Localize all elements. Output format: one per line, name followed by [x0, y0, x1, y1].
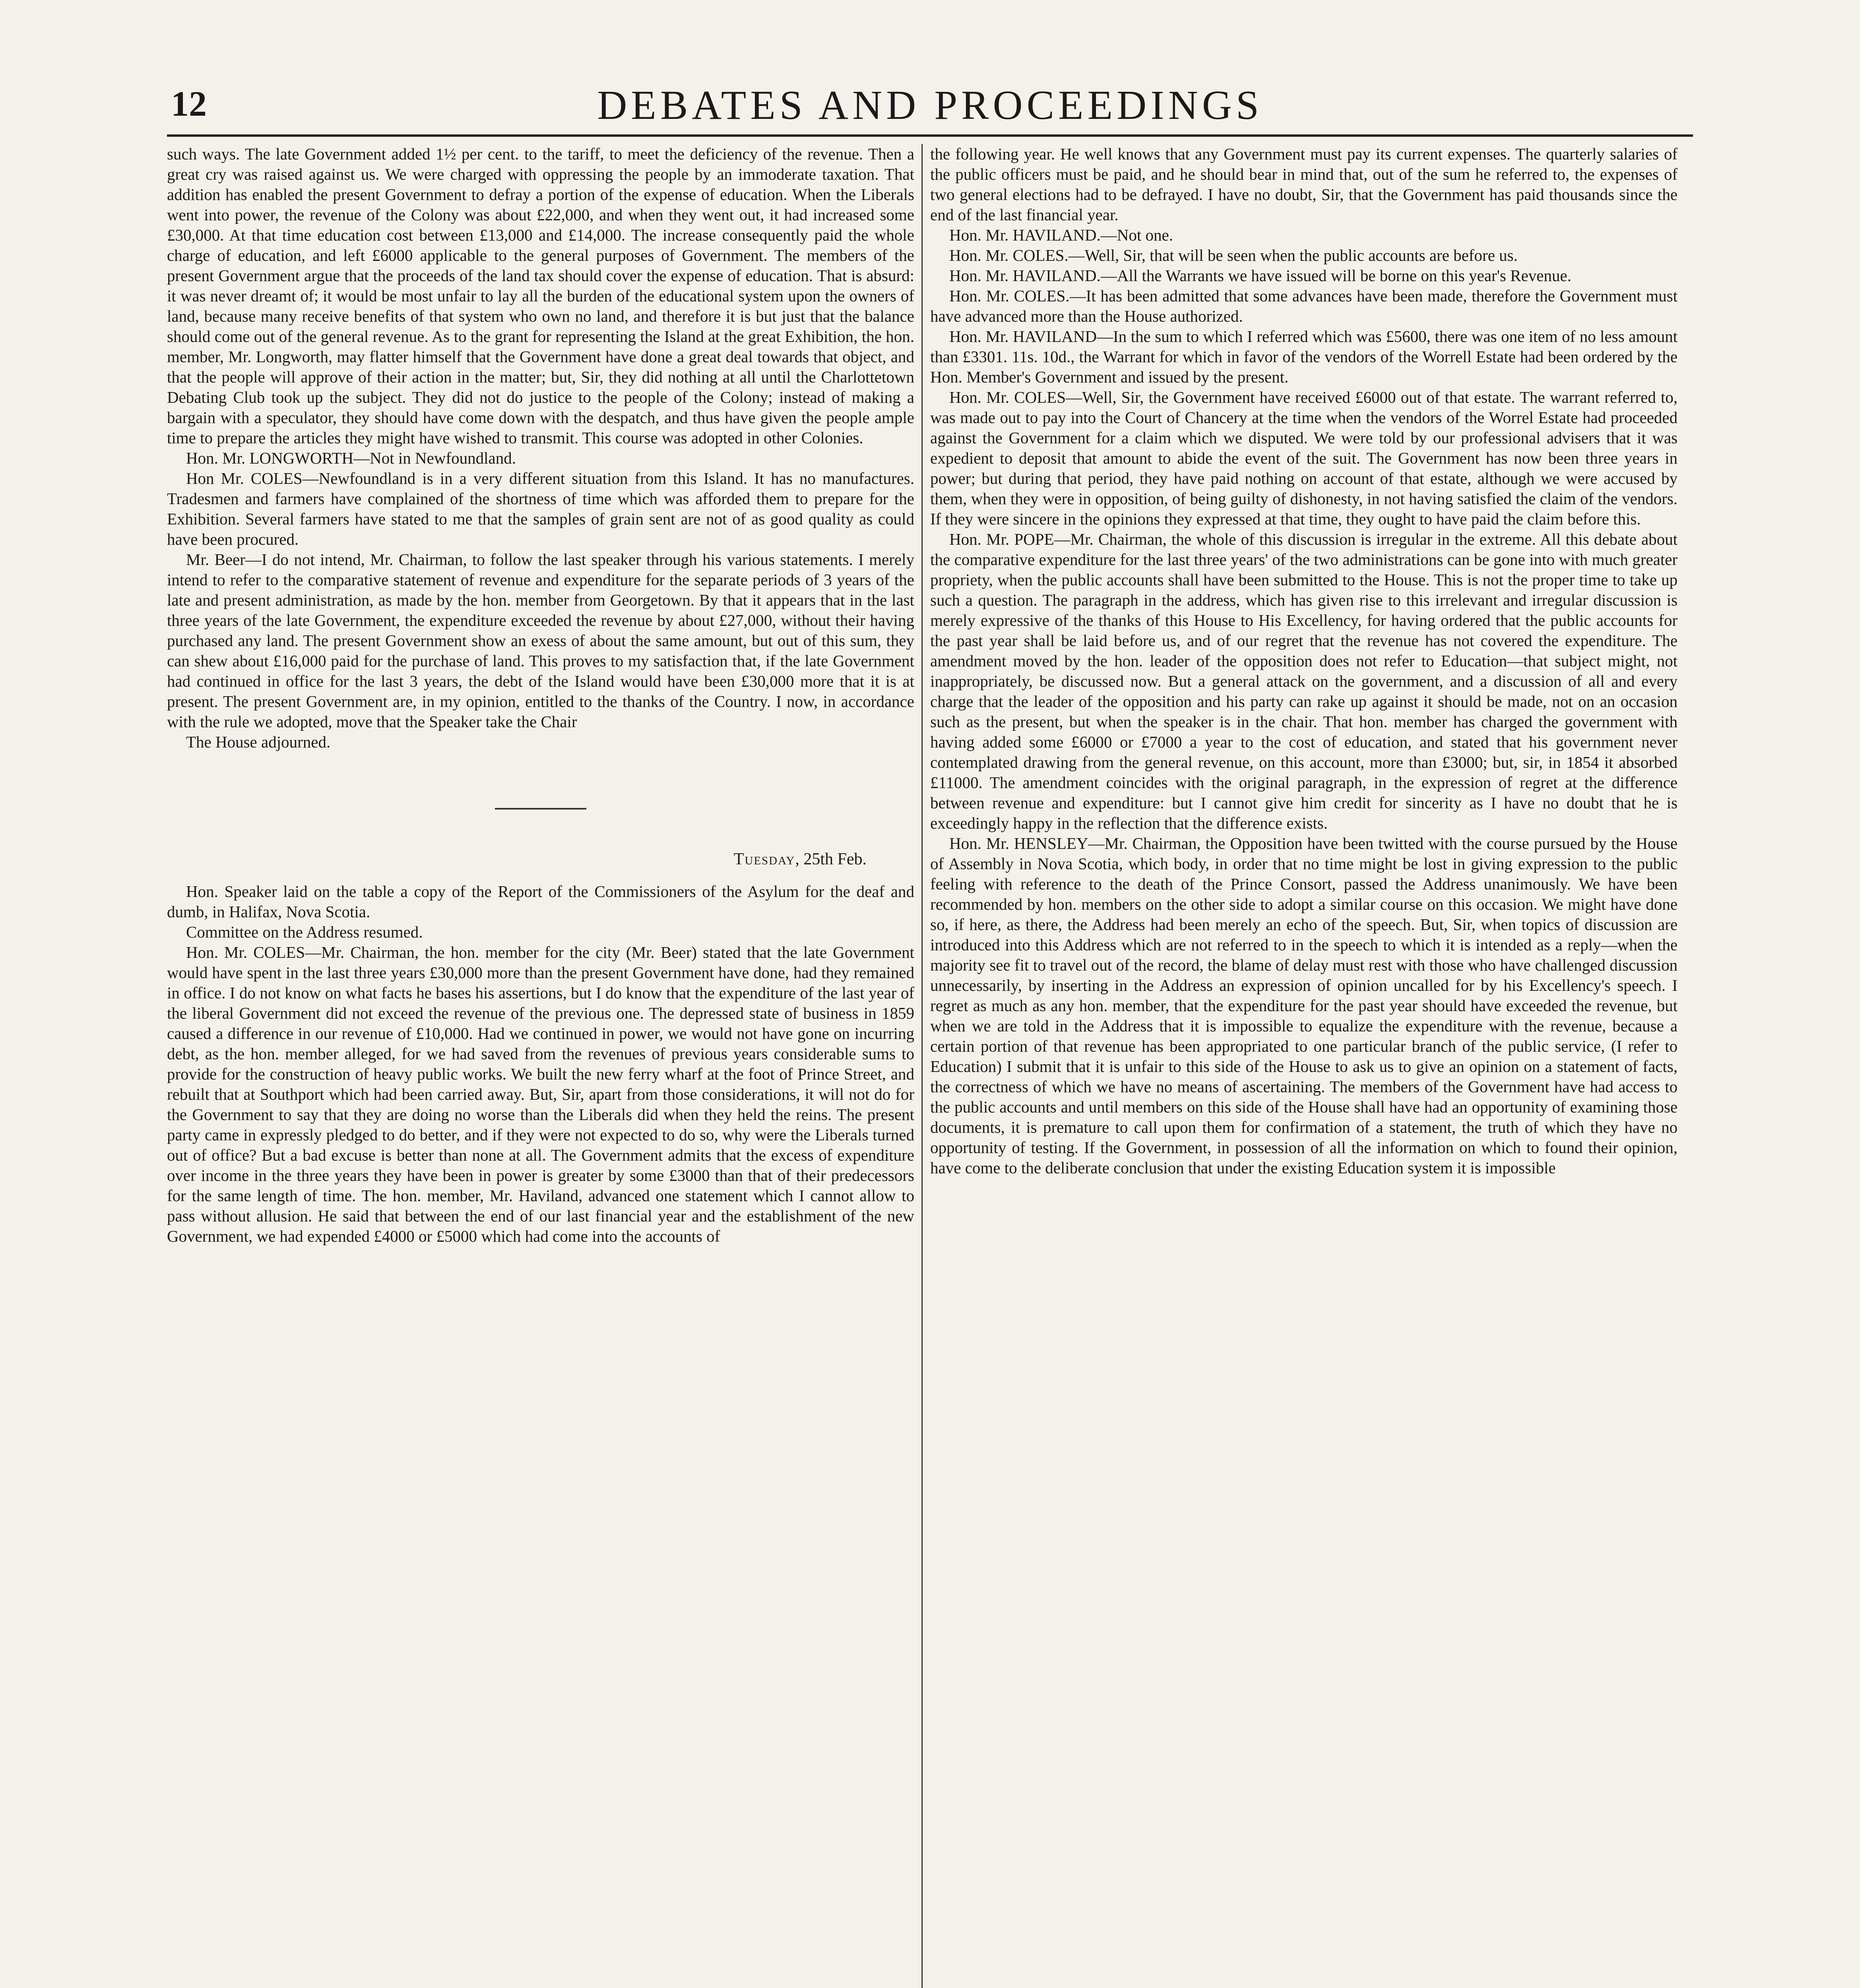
paragraph: Committee on the Address resumed. — [186, 923, 423, 941]
header-rule — [167, 134, 1693, 137]
paragraph: Mr. Beer—I do not intend, Mr. Chairman, to follow the last speaker through his various statements. I merely intend to refer to the comparative statement of revenue and expenditure for the separate periods of 3 years of the late and present administration, as made by the hon. member from Georgetown. By that it appears that in the last three years of the late Government, the expenditure exceeded the revenue by about £27,000, without their having purchased any land. The present Government show an exess of about the same amount, but out of this sum, they can shew about £16,000 paid for the purchase of land. This proves to my satisfaction that, if the late Government had continued in office for the last 3 years, the debt of the Island would have been £30,000 more that it is at present. The present Government are, in my opinion, entitled to the thanks of the Country. I now, in accordance with the rule we adopted, move that the Speaker take the Chair — [167, 550, 914, 731]
paragraph: Hon. Speaker laid on the table a copy of the Report of the Commissioners of the Asylum for the deaf and dumb, in Halifax, Nova Scotia. — [167, 882, 914, 921]
paragraph: Hon. Mr. HAVILAND.—All the Warrants we have issued will be borne on this year's Revenue. — [949, 266, 1571, 285]
section-divider — [495, 808, 586, 810]
paragraph: Hon. Mr. HAVILAND.—Not one. — [949, 226, 1173, 244]
date-heading-date: , 25th Feb. — [795, 850, 867, 868]
paragraph: Hon. Mr. COLES.—It has been admitted that some advances have been made, therefore the Government must have advanced more than the House authorized. — [930, 287, 1678, 325]
paragraph: Hon. Mr. COLES—Well, Sir, the Government have received £6000 out of that estate. The warrant referred to, was made out to pay into the Court of Chancery at the time when the vendors of the Worrel Estate had proceeded against the Government for a claim which we disputed. We were told by our professional advisers that it was expedient to deposit that amount to abide the event of the suit. The Government has now been three years in power; but during that period, they have paid nothing on account of that estate, although we were accused by them, when they were in opposition, of being guilty of dishonesty, in not having satisfied the claim of the vendors. If they were sincere in the opinions they expressed at that time, they ought to have paid the claim before this. — [930, 388, 1678, 528]
page-number: 12 — [171, 84, 207, 124]
paragraph: Hon. Mr. COLES.—Well, Sir, that will be seen when the public accounts are before us. — [949, 246, 1518, 264]
paragraph: Hon Mr. COLES—Newfoundland is in a very different situation from this Island. It has no manufactures. Tradesmen and farmers have complained of the shortness of time which was afforded them to prepare for the Exhibition. Several farmers have stated to me that the samples of grain sent are not of as good quality as could have been procured. — [167, 469, 914, 548]
paragraph: the following year. He well knows that any Government must pay its current expenses. The quarterly salaries of the public officers must be paid, and he should bear in mind that, out of the sum he referred to, the expenses of two general elections had to be defrayed. I have no doubt, Sir, that the Government has paid thousands since the end of the last financial year. — [930, 145, 1678, 224]
paragraph: Hon. Mr. HAVILAND—In the sum to which I referred which was £5600, there was one item of no less amount than £3301. 11s. 10d., the Warrant for which in favor of the vendors of the Worrell Estate had been ordered by the Hon. Member's Government and issued by the present. — [930, 327, 1678, 386]
date-heading — [167, 849, 867, 870]
date-heading-day: Tuesday — [733, 850, 795, 868]
paragraph: Hon. Mr. HENSLEY—Mr. Chairman, the Opposition have been twitted with the course pursued by the House of Assembly in Nova Scotia, which body, in order that no time might be lost in giving expression to the public feeling with reference to the death of the Prince Consort, passed the Address unanimously. We have been recommended by hon. members on the other side to adopt a similar course on this occasion. We might have done so, if here, as there, the Address had been merely an echo of the speech. But, Sir, when topics of discussion are introduced into this Address which are not referred to in the speech to which it is intended as a reply—when the majority see fit to travel out of the record, the blame of delay must rest with those who have challenged discussion unnecessarily, by inserting in the Address an expression of opinion uncalled for by his Excellency's speech. I regret as much as any hon. member, that the expenditure for the past year should have exceeded the revenue, but when we are told in the Address that it is impossible to equalize the expenditure with the revenue, because a certain portion of that revenue has been appropriated to one particular branch of the public service, (I refer to Education) I submit that it is unfair to this side of the House to ask us to give an opinion on a statement of facts, the correctness of which we have no means of ascertaining. The members of the Government have had access to the public accounts and until members on this side of the House shall have had an opportunity of examining those documents, it is premature to call upon them for confirmation of a statement, the truth of which they have no opportunity of testing. If the Government, in possession of all the information on which to found their opinion, have come to the deliberate conclusion that under the existing Education system it is impossible — [930, 834, 1678, 1177]
paragraph: such ways. The late Government added 1½ per cent. to the tariff, to meet the deficiency of the revenue. Then a great cry was raised against us. We were charged with oppressing the people by an immoderate taxation. That addition has enabled the present Government to defray a portion of the expense of education. When the Liberals went into power, the revenue of the Colony was about £22,000, and when they went out, it had increased some £30,000. At that time education cost between £13,000 and £14,000. The increase consequently paid the whole charge of education, and left £6000 applicable to the general purposes of Government. The members of the present Government argue that the proceeds of the land tax should cover the expense of education. That is absurd: it was never dreamt of; it would be most unfair to lay all the burden of the educational system upon the owners of land, because many receive benefits of that system who own no land, and therefore it is but just that the balance should come out of the general revenue. As to the grant for representing the Island at the great Exhibition, the hon. member, Mr. Longworth, may flatter himself that the Government have done a great deal towards that object, and that the people will approve of their action in the matter; but, Sir, they did nothing at all until the Charlottetown Debating Club took up the subject. They did not do justice to the people of the Colony; instead of making a bargain with a speculator, they should have come down with the despatch, and thus have given the people ample time to prepare the articles they might have wished to transmit. This course was adopted in other Colonies. — [167, 145, 914, 447]
paragraph: Hon. Mr. LONGWORTH—Not in Newfoundland. — [186, 449, 516, 467]
paragraph: Hon. Mr. COLES—Mr. Chairman, the hon. member for the city (Mr. Beer) stated that the late Government would have spent in the last three years £30,000 more than the present Government have done, had they remained in office. I do not know on what facts he bases his assertions, but I do know that the expenditure of the last year of the liberal Government did not exceed the revenue of the previous one. The depressed state of business in 1859 caused a difference in our revenue of £10,000. Had we continued in power, we would not have gone on incurring debt, as the hon. member alleged, for we had saved from the revenues of previous years considerable sums to provide for the construction of heavy public works. We built the new ferry wharf at the foot of Prince Street, and rebuilt that at Southport which had been carried away. But, Sir, apart from those considerations, it will not do for the Government to say that they are doing no worse than the Liberals did when they held the reins. The present party came in expressly pledged to do better, and if they were not expected to do so, why were the Liberals turned out of office? But a bad excuse is better than none at all. The Government admits that the excess of expenditure over income in the three years they have been in power is greater by some £3000 than that of their predecessors for the same length of time. The hon. member, Mr. Haviland, advanced one statement which I cannot allow to pass without allusion. He said that between the end of our last financial year and the establishment of the new Government, we had expended £4000 or £5000 which had come into the accounts of — [167, 943, 914, 1245]
paragraph: Hon. Mr. POPE—Mr. Chairman, the whole of this discussion is irregular in the extreme. All this debate about the comparative expenditure for the last three years' of the two administrations can be gone into with much greater propriety, when the public accounts shall have been submitted to the House. This is not the proper time to take up such a question. The paragraph in the address, which has given rise to this irrelevant and irregular discussion is merely expressive of the thanks of this House to His Excellency, for having ordered that the public accounts for the past year shall be laid before us, and of our regret that the revenue has not covered the expenditure. The amendment moved by the hon. leader of the opposition does not refer to Education—that subject might, not inappropriately, be discussed now. But a general attack on the government, and a discussion of all and every charge that the leader of the opposition and his party can rake up against it should be made, not on an occasion such as the present, but when the speaker is in the chair. That hon. member has charged the government with having added some £6000 or £7000 a year to the cost of education, and stated that his government never contemplated drawing from the general revenue, on this account, more than £3000; but, sir, in 1854 it absorbed £11000. The amendment coincides with the original paragraph, in the expression of regret at the difference between revenue and expenditure: but I cannot give him credit for sincerity as I have no doubt that he is exceedingly happy in the reflection that the difference exists. — [930, 530, 1678, 832]
paragraph: The House adjourned. — [186, 733, 331, 751]
column-divider — [921, 144, 923, 1988]
running-head: DEBATES AND PROCEEDINGS — [597, 82, 1263, 128]
left-column — [167, 144, 914, 1988]
right-column — [930, 144, 1678, 1988]
